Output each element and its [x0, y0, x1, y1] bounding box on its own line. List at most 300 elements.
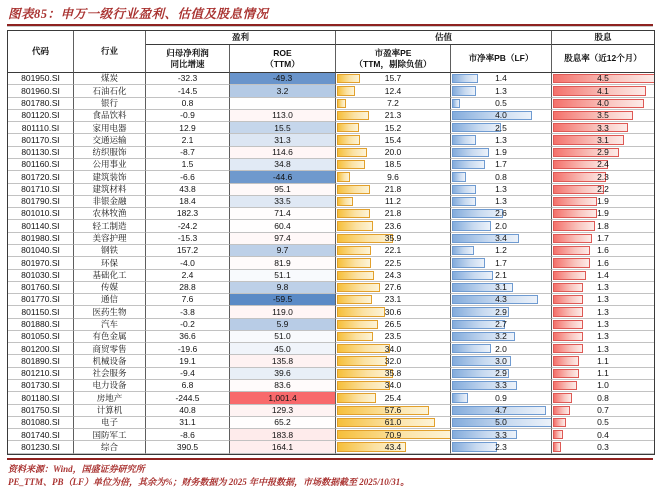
header-dividend-yield: 股息率（近12个月）: [552, 45, 654, 73]
net-profit-growth-cell: 36.6: [146, 331, 230, 343]
dividend-yield-cell-value: 1.4: [597, 269, 609, 280]
roe-cell: 34.8: [230, 159, 336, 171]
dividend-databar: [553, 381, 577, 390]
pb-databar: [452, 234, 519, 243]
industry-table: [7, 30, 655, 455]
dividend-yield-cell: [552, 171, 654, 183]
dividend-databar: [553, 234, 592, 243]
pe-cell: [336, 85, 451, 97]
pb-cell: [451, 331, 552, 343]
pe-databar: [337, 172, 350, 181]
industry-cell: 食品饮料: [74, 110, 146, 122]
code-cell: 801950.SI: [8, 73, 74, 85]
code-cell: 801120.SI: [8, 110, 74, 122]
dividend-databar: [553, 271, 586, 280]
dividend-databar: [553, 344, 583, 353]
pe-cell: [336, 134, 451, 146]
dividend-yield-cell-value: 1.6: [597, 245, 609, 256]
dividend-yield-cell: [552, 306, 654, 318]
pe-cell: [336, 110, 451, 122]
industry-cell: 电子: [74, 417, 146, 429]
dividend-databar: [553, 148, 619, 157]
note-line: PE_TTM、PB（LF）单位为倍，其余为%；财务数据为 2025 年中报数据，市场数据截至 2025/10/31。: [8, 476, 410, 487]
dividend-databar: [553, 246, 590, 255]
pe-cell-value: 15.2: [384, 122, 402, 133]
roe-cell: -44.6: [230, 171, 336, 183]
pb-databar: [452, 123, 501, 132]
industry-cell: 传媒: [74, 282, 146, 294]
pb-cell-value: 2.6: [495, 208, 507, 219]
dividend-yield-cell-value: 1.7: [597, 233, 609, 244]
dividend-databar: [553, 393, 572, 402]
pb-databar: [452, 185, 476, 194]
dividend-yield-cell: [552, 245, 654, 257]
dividend-yield-cell: [552, 405, 654, 417]
pe-databar: [337, 393, 376, 402]
code-cell: 801710.SI: [8, 184, 74, 196]
dividend-yield-cell: [552, 196, 654, 208]
pe-cell: [336, 159, 451, 171]
pe-cell-value: 21.3: [384, 110, 402, 121]
industry-cell: 轻工制造: [74, 220, 146, 232]
pe-cell: [336, 368, 451, 380]
dividend-databar: [553, 283, 583, 292]
dividend-databar: [553, 369, 579, 378]
pb-cell-value: 3.3: [495, 380, 507, 391]
pb-cell-value: 2.0: [495, 343, 507, 354]
code-cell: 801210.SI: [8, 368, 74, 380]
dividend-yield-cell: [552, 392, 654, 404]
code-cell: 801890.SI: [8, 355, 74, 367]
pb-cell: [451, 441, 552, 453]
pb-cell: [451, 196, 552, 208]
dividend-yield-cell-value: 2.2: [597, 183, 609, 194]
net-profit-growth-cell: -244.5: [146, 392, 230, 404]
dividend-databar: [553, 356, 579, 365]
code-cell: 801110.SI: [8, 122, 74, 134]
dividend-yield-cell-value: 1.3: [597, 294, 609, 305]
dividend-databar: [553, 295, 583, 304]
roe-cell: 71.4: [230, 208, 336, 220]
pe-cell-value: 25.4: [384, 392, 402, 403]
dividend-yield-cell: [552, 355, 654, 367]
code-cell: 801740.SI: [8, 429, 74, 441]
pb-databar: [452, 344, 491, 353]
code-cell: 801230.SI: [8, 441, 74, 453]
pe-cell: [336, 441, 451, 453]
pe-cell-value: 15.7: [384, 73, 402, 84]
pb-cell-value: 0.9: [495, 392, 507, 403]
pe-cell-value: 23.6: [384, 220, 402, 231]
header-growth-line2: 同比增速: [170, 58, 205, 69]
roe-cell: 51.1: [230, 270, 336, 282]
pb-cell: [451, 233, 552, 245]
dividend-yield-cell-value: 2.3: [597, 171, 609, 182]
net-profit-growth-cell: 19.1: [146, 355, 230, 367]
dividend-yield-cell: [552, 282, 654, 294]
industry-cell: 机械设备: [74, 355, 146, 367]
pb-cell: [451, 392, 552, 404]
pe-databar: [337, 283, 380, 292]
dividend-yield-cell-value: 3.3: [597, 122, 609, 133]
dividend-yield-cell-value: 1.3: [597, 282, 609, 293]
net-profit-growth-cell: -3.8: [146, 306, 230, 318]
pe-cell: [336, 122, 451, 134]
net-profit-growth-cell: -19.6: [146, 343, 230, 355]
pe-cell: [336, 319, 451, 331]
roe-cell: 135.8: [230, 355, 336, 367]
dividend-yield-cell: [552, 85, 654, 97]
pe-databar: [337, 246, 371, 255]
header-roe: [230, 45, 336, 73]
industry-cell: 汽车: [74, 319, 146, 331]
pb-databar: [452, 160, 485, 169]
dividend-yield-cell-value: 1.6: [597, 257, 609, 268]
dividend-yield-cell-value: 2.9: [597, 147, 609, 158]
dividend-yield-cell-value: 1.3: [597, 306, 609, 317]
code-cell: 801030.SI: [8, 270, 74, 282]
dividend-yield-cell-value: 1.3: [597, 343, 609, 354]
net-profit-growth-cell: 0.8: [146, 98, 230, 110]
pe-databar: [337, 381, 390, 390]
dividend-yield-cell-value: 0.8: [597, 392, 609, 403]
roe-cell: 31.3: [230, 134, 336, 146]
code-cell: 801980.SI: [8, 233, 74, 245]
pe-cell-value: 23.5: [384, 331, 402, 342]
pe-cell-value: 12.4: [384, 85, 402, 96]
dividend-yield-cell-value: 3.5: [597, 110, 609, 121]
dividend-databar: [553, 332, 583, 341]
dividend-yield-cell-value: 1.0: [597, 380, 609, 391]
pe-cell: [336, 380, 451, 392]
header-code: 代码: [8, 31, 74, 73]
dividend-yield-cell-value: 1.9: [597, 208, 609, 219]
industry-cell: 社会服务: [74, 368, 146, 380]
industry-cell: 综合: [74, 441, 146, 453]
pe-cell: [336, 184, 451, 196]
net-profit-growth-cell: 2.4: [146, 270, 230, 282]
net-profit-growth-cell: 40.8: [146, 405, 230, 417]
pb-databar: [452, 221, 491, 230]
dividend-yield-cell-value: 1.3: [597, 331, 609, 342]
pb-cell: [451, 73, 552, 85]
code-cell: 801780.SI: [8, 98, 74, 110]
dividend-yield-cell: [552, 441, 654, 453]
roe-cell: 9.7: [230, 245, 336, 257]
pe-databar: [337, 332, 373, 341]
net-profit-growth-cell: 28.8: [146, 282, 230, 294]
pe-cell: [336, 98, 451, 110]
pb-cell-value: 1.3: [495, 196, 507, 207]
pe-cell: [336, 257, 451, 269]
header-roe-line1: ROE: [273, 48, 292, 59]
dividend-yield-cell: [552, 257, 654, 269]
roe-cell: 95.1: [230, 184, 336, 196]
roe-cell: -59.5: [230, 294, 336, 306]
dividend-yield-cell: [552, 343, 654, 355]
pe-databar: [337, 135, 360, 144]
pe-databar: [337, 111, 369, 120]
pe-cell: [336, 73, 451, 85]
pb-cell: [451, 159, 552, 171]
dividend-yield-cell: [552, 380, 654, 392]
pe-cell: [336, 392, 451, 404]
header-roe-line2: （TTM）: [265, 58, 300, 69]
code-cell: 801880.SI: [8, 319, 74, 331]
pe-databar: [337, 307, 385, 316]
pb-databar: [452, 442, 497, 451]
industry-cell: 计算机: [74, 405, 146, 417]
pb-cell-value: 3.1: [495, 282, 507, 293]
dividend-yield-cell: [552, 294, 654, 306]
dividend-databar: [553, 123, 628, 132]
pb-cell: [451, 380, 552, 392]
pe-cell: [336, 355, 451, 367]
pe-databar: [337, 271, 374, 280]
code-cell: 801010.SI: [8, 208, 74, 220]
net-profit-growth-cell: -14.5: [146, 85, 230, 97]
pb-cell-value: 2.9: [495, 306, 507, 317]
pe-databar: [337, 344, 390, 353]
dividend-databar: [553, 418, 566, 427]
net-profit-growth-cell: 31.1: [146, 417, 230, 429]
pb-databar: [452, 99, 460, 108]
dividend-yield-cell-value: 4.0: [597, 97, 609, 108]
net-profit-growth-cell: 6.8: [146, 380, 230, 392]
code-cell: 801130.SI: [8, 147, 74, 159]
dividend-yield-cell: [552, 233, 654, 245]
dividend-yield-cell-value: 0.5: [597, 417, 609, 428]
header-group-dividend: 股息: [552, 31, 654, 45]
dividend-yield-cell-value: 0.3: [597, 441, 609, 452]
pb-cell-value: 3.3: [495, 429, 507, 440]
pb-databar: [452, 148, 489, 157]
pb-cell: [451, 110, 552, 122]
code-cell: 801960.SI: [8, 85, 74, 97]
net-profit-growth-cell: 7.6: [146, 294, 230, 306]
pe-databar: [337, 258, 371, 267]
roe-cell: 97.4: [230, 233, 336, 245]
code-cell: 801140.SI: [8, 220, 74, 232]
pe-cell-value: 15.4: [384, 134, 402, 145]
dividend-yield-cell: [552, 270, 654, 282]
pb-databar: [452, 135, 476, 144]
code-cell: 801080.SI: [8, 417, 74, 429]
pe-cell: [336, 233, 451, 245]
industry-cell: 建筑材料: [74, 184, 146, 196]
pb-databar: [452, 74, 478, 83]
pe-databar: [337, 123, 359, 132]
industry-cell: 有色金属: [74, 331, 146, 343]
pb-cell: [451, 417, 552, 429]
pe-cell-value: 34.0: [384, 343, 402, 354]
net-profit-growth-cell: -6.6: [146, 171, 230, 183]
roe-cell: 1,001.4: [230, 392, 336, 404]
pe-cell: [336, 429, 451, 441]
pb-cell: [451, 220, 552, 232]
net-profit-growth-cell: 2.1: [146, 134, 230, 146]
pe-cell-value: 24.3: [384, 269, 402, 280]
pe-cell: [336, 270, 451, 282]
code-cell: 801170.SI: [8, 134, 74, 146]
industry-cell: 非银金融: [74, 196, 146, 208]
net-profit-growth-cell: 43.8: [146, 184, 230, 196]
pe-cell-value: 7.2: [387, 97, 399, 108]
pb-cell-value: 1.2: [495, 245, 507, 256]
pb-cell-value: 3.0: [495, 355, 507, 366]
header-pb: 市净率PB（LF）: [451, 45, 552, 73]
figure-footer: [7, 458, 653, 489]
pe-cell: [336, 331, 451, 343]
code-cell: 801160.SI: [8, 159, 74, 171]
code-cell: 801040.SI: [8, 245, 74, 257]
pe-cell-value: 26.5: [384, 319, 402, 330]
dividend-yield-cell-value: 1.1: [597, 368, 609, 379]
industry-cell: 银行: [74, 98, 146, 110]
roe-cell: 9.8: [230, 282, 336, 294]
net-profit-growth-cell: -0.2: [146, 319, 230, 331]
pe-cell-value: 21.8: [384, 183, 402, 194]
header-growth-line1: 归母净利润: [166, 48, 209, 59]
net-profit-growth-cell: -9.4: [146, 368, 230, 380]
pe-cell-value: 11.2: [385, 196, 401, 207]
pe-databar: [337, 185, 370, 194]
dividend-yield-cell: [552, 98, 654, 110]
dividend-databar: [553, 135, 624, 144]
pe-databar: [337, 197, 353, 206]
pb-cell-value: 2.7: [495, 319, 507, 330]
dividend-yield-cell: [552, 147, 654, 159]
pb-cell: [451, 85, 552, 97]
pb-cell: [451, 306, 552, 318]
dividend-yield-cell-value: 1.9: [597, 196, 609, 207]
code-cell: 801770.SI: [8, 294, 74, 306]
code-cell: 801180.SI: [8, 392, 74, 404]
dividend-databar: [553, 209, 597, 218]
net-profit-growth-cell: -15.3: [146, 233, 230, 245]
dividend-yield-cell-value: 1.1: [597, 355, 609, 366]
pe-cell: [336, 405, 451, 417]
figure-title: 图表85：申万一级行业盈利、估值及股息情况: [8, 7, 269, 21]
dividend-databar: [553, 320, 583, 329]
dividend-yield-cell: [552, 208, 654, 220]
net-profit-growth-cell: 1.5: [146, 159, 230, 171]
pb-cell: [451, 319, 552, 331]
pb-databar: [452, 271, 493, 280]
pb-cell-value: 2.0: [495, 220, 507, 231]
pe-cell: [336, 245, 451, 257]
net-profit-growth-cell: 18.4: [146, 196, 230, 208]
industry-cell: 国防军工: [74, 429, 146, 441]
pe-cell: [336, 196, 451, 208]
roe-cell: 51.0: [230, 331, 336, 343]
pe-cell: [336, 171, 451, 183]
pe-databar: [337, 221, 373, 230]
pb-cell-value: 4.0: [495, 110, 507, 121]
net-profit-growth-cell: 182.3: [146, 208, 230, 220]
pe-cell: [336, 343, 451, 355]
code-cell: 801720.SI: [8, 171, 74, 183]
pe-cell-value: 32.0: [384, 355, 402, 366]
header-pe-line2: （TTM，剔除负值）: [354, 58, 432, 69]
pe-cell-value: 61.0: [384, 417, 402, 428]
pb-cell: [451, 257, 552, 269]
pb-cell-value: 3.2: [495, 331, 507, 342]
pe-cell-value: 22.5: [384, 257, 402, 268]
pb-cell: [451, 294, 552, 306]
roe-cell: 33.5: [230, 196, 336, 208]
header-industry: 行业: [74, 31, 146, 73]
industry-cell: 医药生物: [74, 306, 146, 318]
dividend-yield-cell: [552, 368, 654, 380]
industry-cell: 美容护理: [74, 233, 146, 245]
pb-cell: [451, 343, 552, 355]
dividend-databar: [553, 406, 570, 415]
pb-databar: [452, 197, 476, 206]
pb-cell-value: 1.4: [495, 73, 507, 84]
header-pe-line1: 市盈率PE: [374, 48, 412, 59]
roe-cell: 164.1: [230, 441, 336, 453]
code-cell: 801970.SI: [8, 257, 74, 269]
header-pe: [336, 45, 451, 73]
dividend-yield-cell-value: 4.1: [597, 85, 609, 96]
header-group-profit: 盈利: [146, 31, 336, 45]
pb-databar: [452, 86, 476, 95]
pb-cell: [451, 429, 552, 441]
net-profit-growth-cell: -4.0: [146, 257, 230, 269]
header-net-profit-growth: [146, 45, 230, 73]
pe-cell-value: 57.6: [384, 404, 402, 415]
industry-cell: 石油石化: [74, 85, 146, 97]
net-profit-growth-cell: 157.2: [146, 245, 230, 257]
source-line: 资料来源：Wind，国盛证券研究所: [8, 463, 145, 474]
pe-cell-value: 35.9: [384, 233, 402, 244]
industry-cell: 建筑装饰: [74, 171, 146, 183]
code-cell: 801760.SI: [8, 282, 74, 294]
pe-cell: [336, 147, 451, 159]
industry-cell: 商贸零售: [74, 343, 146, 355]
pb-databar: [452, 381, 517, 390]
industry-cell: 电力设备: [74, 380, 146, 392]
roe-cell: 83.6: [230, 380, 336, 392]
pb-cell-value: 0.8: [495, 171, 507, 182]
code-cell: 801200.SI: [8, 343, 74, 355]
pe-databar: [337, 160, 365, 169]
dividend-databar: [553, 221, 595, 230]
roe-cell: 45.0: [230, 343, 336, 355]
dividend-yield-cell: [552, 122, 654, 134]
dividend-yield-cell: [552, 417, 654, 429]
pb-cell: [451, 368, 552, 380]
industry-cell: 房地产: [74, 392, 146, 404]
pe-cell-value: 30.6: [384, 306, 402, 317]
pe-cell: [336, 306, 451, 318]
dividend-yield-cell: [552, 134, 654, 146]
pe-cell: [336, 208, 451, 220]
net-profit-growth-cell: -8.7: [146, 147, 230, 159]
industry-cell: 基础化工: [74, 270, 146, 282]
pe-databar: [337, 356, 387, 365]
code-cell: 801730.SI: [8, 380, 74, 392]
pb-cell: [451, 98, 552, 110]
pb-cell-value: 1.3: [495, 183, 507, 194]
pe-cell-value: 20.0: [384, 147, 402, 158]
pe-cell-value: 21.8: [384, 208, 402, 219]
dividend-yield-cell: [552, 331, 654, 343]
pe-cell: [336, 220, 451, 232]
roe-cell: 5.9: [230, 319, 336, 331]
dividend-yield-cell-value: 2.4: [597, 159, 609, 170]
